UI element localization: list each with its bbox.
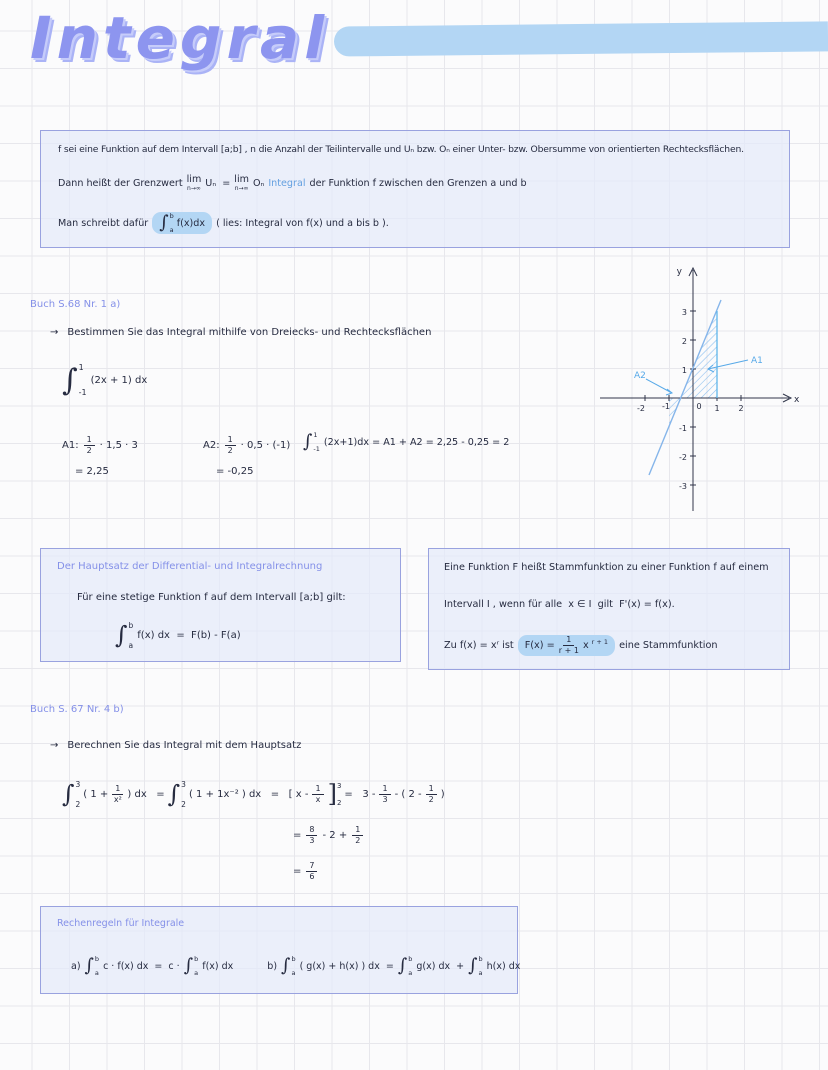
integral-notation [85,956,100,976]
exercise2-task [50,740,301,751]
equals-sign: = [293,866,302,877]
area-a1-label: A1 [751,356,763,366]
rule-a-label: a) [71,960,81,972]
exercise2-result [293,862,318,881]
integral-notation [62,364,87,397]
integral-icon: ∫ [84,954,94,976]
integral-upper-limit: b [128,621,134,630]
integral-upper-limit: b [478,955,483,963]
highlighter-stroke [334,21,828,56]
area1-result: = 2,25 [75,466,109,477]
stammfunktion-line3-post: eine Stammfunktion [619,640,718,651]
integral-icon: ∫ [115,620,128,649]
integral-icon: ∫ [62,779,75,808]
exercise1-task-text: Bestimmen Sie das Integral mithilfe von Dreiecks- und Rechtecksflächen [67,327,432,338]
bracket-lower-limit: 2 [336,798,342,807]
arrow-icon: → [50,327,59,338]
integral-upper-limit: b [94,955,100,963]
equals-sign: = [293,830,302,841]
coordinate-graph [586,258,801,526]
integral-body: f(x)dx [176,217,206,229]
integral-lower-limit: a [94,968,99,977]
exercise1-task [50,327,431,338]
fraction: $\frac{1}{2}$ [426,785,437,804]
page-title: Integral [30,4,330,72]
y-tick--3: -3 [679,482,687,491]
fraction: $\frac{8}{3}$ [306,826,317,845]
integral-icon: ∫ [468,954,478,976]
bracket-icon: ] [327,779,337,808]
limit-notation [187,175,202,192]
area1-calculation [62,436,138,477]
integral-upper-limit: 1 [78,363,84,372]
rule-a-mid: c · f(x) dx = c · [103,960,180,972]
lim-subscript: n→∞ [187,184,201,192]
expression-segment: ) dx = [127,789,165,800]
area1-label: A1: [62,440,79,451]
highlighted-integral [152,212,212,234]
stammfunktion-box [428,548,790,670]
integral-icon: ∫ [397,954,408,976]
integral-lower-limit: -1 [313,444,320,453]
integral-upper-limit: 3 [75,780,81,789]
formula-lhs: F(x) = [524,640,555,651]
expression-segment: - ( 2 - [394,789,422,800]
definition-line2-pre: Dann heißt der Grenzwert [58,178,183,189]
integral-lower-limit: a [128,640,134,650]
y-axis-label: y [676,267,682,277]
integral-upper-limit: b [291,955,296,963]
area2-label: A2: [203,440,220,451]
integral-upper-limit: b [194,955,199,963]
integral-notation [184,956,199,976]
stammfunktion-line2: Intervall I , wenn für alle x ∈ I gilt F'(x) = f(x). [444,598,675,610]
definition-box [40,130,790,248]
formula-exponent: r + 1 [591,637,609,646]
integral-notation [398,956,413,976]
definition-line3-post: ( lies: Integral von f(x) und a bis b ). [216,217,389,229]
integral-notation [159,213,174,233]
integral-result [303,432,509,452]
highlighted-formula [518,635,615,656]
fraction: $\frac{1}{2}$ [225,436,236,455]
area2-expression: · 0,5 · (-1) [240,440,291,451]
integral-icon: ∫ [62,363,78,398]
rule-a-end: f(x) dx [202,960,234,972]
area2-result: = -0,25 [216,466,254,477]
integral-upper-limit: b [169,212,174,220]
integral-upper-limit: b [408,955,413,963]
book-reference-2: Buch S. 67 Nr. 4 b) [30,704,124,715]
definition-line1: f sei eine Funktion auf dem Intervall [a;b] , n die Anzahl der Teilintervalle und Uₙ bzw. Oₙ einer Unter- bzw. Obersumme von orientierten Rechtecksflächen. [58,144,744,155]
y-tick-3: 3 [681,308,687,317]
y-tick-2: 2 [681,337,687,346]
integral-result-body: (2x+1)dx = A1 + A2 = 2,25 - 0,25 = 2 [323,436,510,448]
hauptsatz-formula-body: f(x) dx = F(b) - F(a) [137,630,241,641]
definition-line3 [58,212,772,234]
definition-line2-mid2: Oₙ [252,178,265,189]
integral-notation [115,622,133,649]
area2-calculation [203,436,290,477]
integral-upper-limit: 1 [313,431,318,439]
integral-notation [281,956,296,976]
arrow-icon: → [50,740,59,751]
definition-line2-post: der Funktion f zwischen den Grenzen a und b [309,178,527,189]
area-a2-label: A2 [634,371,646,381]
x-tick--2: -2 [637,404,645,413]
area1-expression: · 1,5 · 3 [99,440,138,451]
integral-icon: ∫ [303,430,313,452]
x-tick-2: 2 [738,404,744,413]
expression-segment: ( 1 + 1x⁻² ) dx = [ x - [188,789,309,800]
integral-lower-limit: a [194,968,199,977]
x-tick--1: -1 [662,402,670,411]
integral-lower-limit: a [408,968,413,977]
x-axis-label: x [794,395,800,405]
rule-a [71,956,233,976]
x-tick-1: 1 [714,404,720,413]
stammfunktion-line1: Eine Funktion F heißt Stammfunktion zu einer Funktion f auf einem [444,562,769,573]
exercise1-integral [62,364,147,397]
integral-notation [168,781,186,808]
rule-b-mid1: ( g(x) + h(x) ) dx = [299,960,394,972]
integral-lower-limit: -1 [78,388,87,397]
rule-b-mid2: g(x) dx + [416,960,465,972]
integral-lower-limit: a [478,968,483,977]
integral-lower-limit: 2 [75,799,81,809]
integral-notation [303,432,320,452]
origin-label: 0 [696,402,702,411]
fraction: $\frac{1}{r + 1}$ [558,635,579,655]
hauptsatz-box [40,548,401,662]
expression-segment: = 3 - [344,789,376,800]
fraction: $\frac{1}{x}$ [312,785,323,804]
book-reference-1: Buch S.68 Nr. 1 a) [30,299,121,310]
fraction: $\frac{1}{\text{x²}}$ [113,784,122,804]
rule-b-end: h(x) dx [486,960,521,972]
rule-b-label: b) [267,960,278,972]
fraction: $\frac{1}{2}$ [84,436,95,455]
integral-icon: ∫ [167,779,181,808]
y-tick--1: -1 [679,424,687,433]
exercise2-task-text: Berechnen Sie das Integral mit dem Hauptsatz [67,740,302,751]
integral-icon: ∫ [281,954,291,976]
expression-segment: - 2 + [322,830,348,841]
bracket-upper-limit: 3 [336,781,342,790]
expression-segment: ( 1 + [83,789,109,800]
y-tick-1: 1 [681,366,687,375]
limit-notation [234,175,249,192]
rules-title: Rechenregeln für Integrale [57,918,185,929]
a2-annotation-arrow [646,379,672,393]
exercise2-calculation-line2 [293,826,364,845]
integral-lower-limit: a [169,225,174,234]
integral-icon: ∫ [183,954,194,976]
exercise2-calculation-line1 [62,781,445,808]
integral-body: (2x + 1) dx [90,375,148,386]
expression-segment: ) [440,789,445,800]
formula-variable: x [582,640,589,651]
graph-svg [586,258,801,523]
integral-lower-limit: 2 [181,799,186,809]
definition-line3-pre: Man schreibt dafür [58,217,149,229]
hauptsatz-line1: Für eine stetige Funktion f auf dem Intervall [a;b] gilt: [77,591,346,603]
integral-upper-limit: 3 [181,780,186,789]
integral-icon: ∫ [159,211,169,233]
lim-text: lim [186,174,202,186]
rule-b [267,956,520,976]
lim-text: lim [234,174,249,186]
evaluation-bracket [327,779,342,808]
y-tick--2: -2 [679,453,687,462]
integral-notation [468,956,483,976]
definition-line2-mid1: Uₙ = [205,178,231,189]
stammfunktion-line3 [444,635,774,656]
integral-keyword: Integral [268,178,306,189]
lim-subscript: n→∞ [234,184,249,192]
integral-lower-limit: a [291,968,296,977]
fraction: $\frac{1}{3}$ [379,785,390,804]
fraction: $\frac{1}{2}$ [352,826,363,845]
definition-line2 [58,175,772,192]
integral-notation [62,781,80,808]
hauptsatz-formula [115,622,384,649]
stammfunktion-line3-pre: Zu f(x) = xʳ ist [444,640,514,651]
rules-box [40,906,521,994]
fraction: $\frac{7}{6}$ [306,862,317,881]
hauptsatz-title: Der Hauptsatz der Differential- und Integralrechnung [57,561,323,572]
